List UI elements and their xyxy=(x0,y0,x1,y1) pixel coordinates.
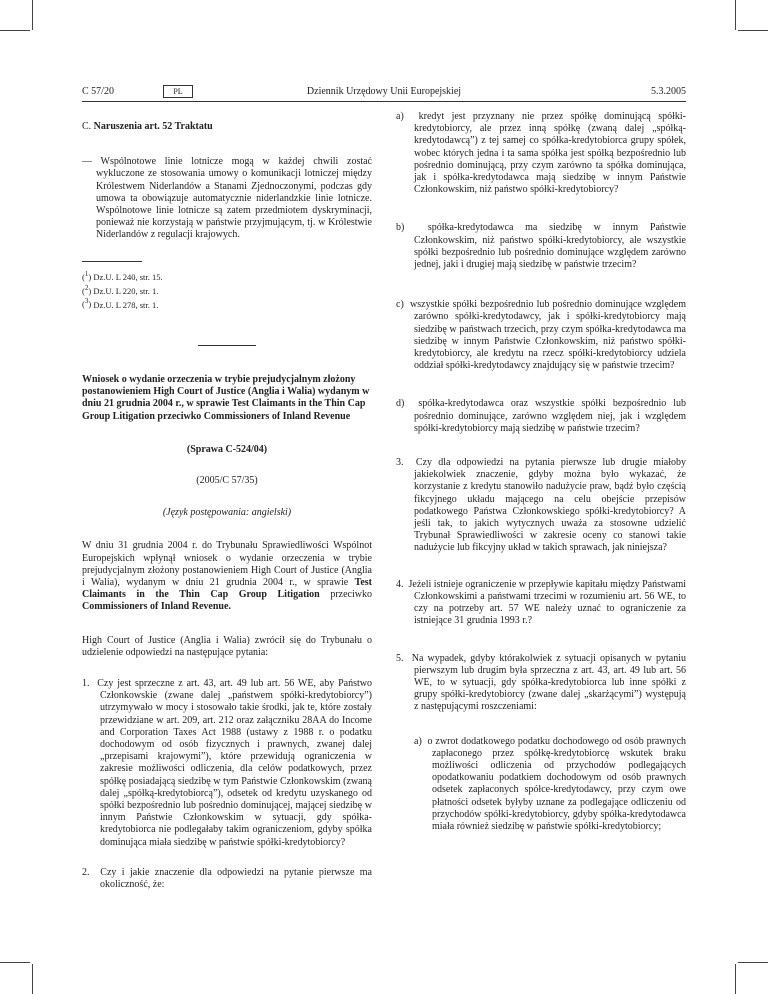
header-rule xyxy=(82,101,686,102)
item-d: d) spółka-kredytodawca oraz wszystkie spółki bezpośrednio lub pośrednio dominujące, zarówno względem niej, jak i względem spółki-kredytobiorcy mają siedzibę w państwie trzecim? xyxy=(396,398,686,434)
footnote: ($^2$) Dz.U. L 220, str. 1. xyxy=(82,283,159,296)
question-3: 3. Czy dla odpowiedzi na pytania pierwsze lub drugie miałoby jakiekolwiek znaczenie, gdyby można było wykazać, że korzystanie z kredytu stanowiło nadużycie praw, bądź było częścią fikcyjnego układu mającego na celu obejście przepisów podatkowego Państwa Członkowskiego spółki-kredytobiorcy? A jeśli tak, to jakich wytycznych uważa za stosowne udzielić Trybunał Sprawiedliwości w zakresie oceny co stanowi takie nadużycie lub fikcyjny układ w takich sprawach, jak niniejsza? xyxy=(396,457,686,554)
notice-title: Wniosek o wydanie orzeczenia w trybie prejudycjalnym złożony postanowieniem High Court of Justice (Anglia i Walia) wydanym w dniu 21 grudnia 2004 r., w sprawie Test Claimants in the Thin Cap Group Litigation przeciwko Commissioners of Inland Revenue xyxy=(82,374,370,422)
journal-ref: C 57/20 xyxy=(82,86,114,97)
question-2: 2. Czy i jakie znaczenie dla odpowiedzi na pytanie pierwsze ma okoliczność, że: xyxy=(82,866,372,891)
question-lead: High Court of Justice (Anglia i Walia) zwrócił się do Trybunału o udzielenie odpowiedzi na następujące pytania: xyxy=(82,634,372,658)
item-c: c) wszystkie spółki bezpośrednio lub pośrednio dominujące względem zarówno spółki-kredytodawcy, jak i spółki-kredytobiorcy mają siedzibę w państwach trzecich, przy czym spółka-kredytodawca ma siedzibę w innym Państwie Członkowskim, niż państwo spółki-kredytobiorcy, ale kredytu na rzecz spółki-kredytobiorcy udziela oddział spółki-kredytodawcy znajdujący się w państwie trzecim? xyxy=(396,299,686,372)
crop-mark xyxy=(738,30,768,31)
issue-date: 5.3.2005 xyxy=(651,86,686,97)
right-column xyxy=(396,111,686,833)
case-number: (Sprawa C-524/04) xyxy=(186,443,268,455)
crop-mark xyxy=(32,964,33,994)
journal-title: Dziennik Urzędowy Unii Europejskiej xyxy=(306,86,462,97)
left-column xyxy=(82,121,372,242)
crop-mark xyxy=(735,964,736,994)
separator-rule xyxy=(198,345,256,346)
procedure-language: (Język postępowania: angielski) xyxy=(162,507,292,519)
language-box: PL xyxy=(163,85,193,98)
footnote: ($^1$) Dz.U. L 240, str. 15. xyxy=(82,270,163,282)
crop-mark xyxy=(738,962,768,963)
crop-mark xyxy=(0,30,30,31)
crop-mark xyxy=(0,962,30,963)
question-5: 5. Na wypadek, gdyby którakolwiek z sytuacji opisanych w pytaniu pierwszym lub drugim była sprzeczna z art. 43, art. 49 lub art. 56 WE, to w sytuacji, gdy spółka-kredytobiorca lub inne spółki z grupy spółki-kredytobiorcy (zwane dalej „skarżącymi”) występują z następującymi roszczeniami: xyxy=(396,652,686,713)
footnote: ($^3$) Dz.U. L 278, str. 1. xyxy=(82,297,159,310)
question-5a: a) o zwrot dodatkowego podatku dochodowego od osób prawnych zapłaconego przez spółkę-kredytobiorcę wskutek braku możliwości odliczenia od przychodów podlegających opodatkowaniu podatkiem dochodowym od osób prawnych odsetek zapłaconych spółce-kredytodawcy, przy czym owe płatności odsetek byłyby uznane za podlegające odliczeniu od przychodów spółki-kredytobiorcy, gdyby spółka-kredytodawca miała również siedzibę w państwie spółki-kredytobiorcy; xyxy=(414,735,687,832)
item-b: b) spółka-kredytodawca ma siedzibę w innym Państwie Członkowskim, niż państwo spółki-kredytobiorcy, ale wszystkie spółki bezpośrednio lub pośrednio dominujące względem zarówno jednej, jaki i drugiej mają siedzibę w państwie trzecim? xyxy=(396,222,687,271)
item-a: a) kredyt jest przyznany nie przez spółkę dominującą spółki-kredytobiorcy, ale przez inną spółkę (zwaną dalej „spółką-kredytodawcą”) z tej samej co spółka-kredytobiorca grupy spółek, wobec których jedna i ta sama spółka jest spółką bezpośrednio lub pośrednio dominującą, przy czym zarówno ta spółka dominująca, jak i spółka-kredytodawca mają siedzibę w innym Państwie Członkowskim, niż państwo spółki-kredytobiorcy? xyxy=(396,111,687,196)
footnotes xyxy=(82,269,372,310)
question-4: 4. Jeżeli istnieje ograniczenie w przepływie kapitału między Państwami Członkowskimi a państwami trzecimi w rozumieniu art. 56 WE, to czy na potrzeby art. 57 WE należy uznać to ograniczenie za istniejące 31 grudnia 1993 r.? xyxy=(396,578,687,627)
section-c-paragraph: — Wspólnotowe linie lotnicze mogą w każdej chwili zostać wykluczone ze stosowania umowy o komunikacji lotniczej między Królestwem Niderlandów a Stanami Zjednoczonymi, podczas gdy umowa ta obowiązuje automatycznie niderlandzkie linie lotnicze. Wspólnotowe linie lotnicze są zatem przedmiotem dyskryminacji, ponieważ nie korzystają w państwie przyjmującym, tj. w Królestwie Niderlandów z regulacji krajowych. xyxy=(82,156,372,241)
question-1: 1. Czy jest sprzeczne z art. 43, art. 49 lub art. 56 WE, aby Państwo Członkowskie (zwane dalej „państwem spółki-kredytobiorcy”) utrzymywało w mocy i stosowało takie środki, jak te, które zostały przewidziane w art. 209, art. 212 oraz załączniku 28AA do Income and Corporation Taxes Act 1988 (ustawy z 1988 r. o podatku dochodowym od osób fizycznych i prawnych, zwanej dalej „przepisami krajowymi”), które przewidują ograniczenia w zakresie możliwości odliczenia, dla celów podatkowych, przez spółkę posiadającą siedzibę w tym Państwie Członkowskim (zwaną dalej „spółką-kredytobiorcą”), odsetek od kredytu uzyskanego od spółki bezpośrednio lub pośrednio dominującej, mającej siedzibę w innym Państwie Członkowskim w sytuacji, gdy spółka-kredytobiorca nie podlegałaby takim ograniczeniom, gdyby spółka dominująca miała siedzibę w państwie spółki-kredytobiorcy? xyxy=(82,678,373,848)
footnote-rule xyxy=(82,261,142,262)
intro-paragraph: W dniu 31 grudnia 2004 r. do Trybunału Sprawiedliwości Wspólnot Europejskich wpłynął wniosek o wydanie orzeczenia w trybie prejudycjalnym złożony postanowieniem High Court of Justice (Anglia i Walia), wydanym w dniu 21 grudnia 2004 r., w sprawie Test Claimants in the Thin Cap Group Litigation przeciwko Commissioners of Inland Revenue. xyxy=(82,540,372,613)
notice-block xyxy=(82,374,372,891)
crop-mark xyxy=(735,0,736,30)
reference-number: (2005/C 57/35) xyxy=(196,475,258,487)
crop-mark xyxy=(32,0,33,30)
section-c-heading: C. Naruszenia art. 52 Traktatu xyxy=(82,121,213,132)
